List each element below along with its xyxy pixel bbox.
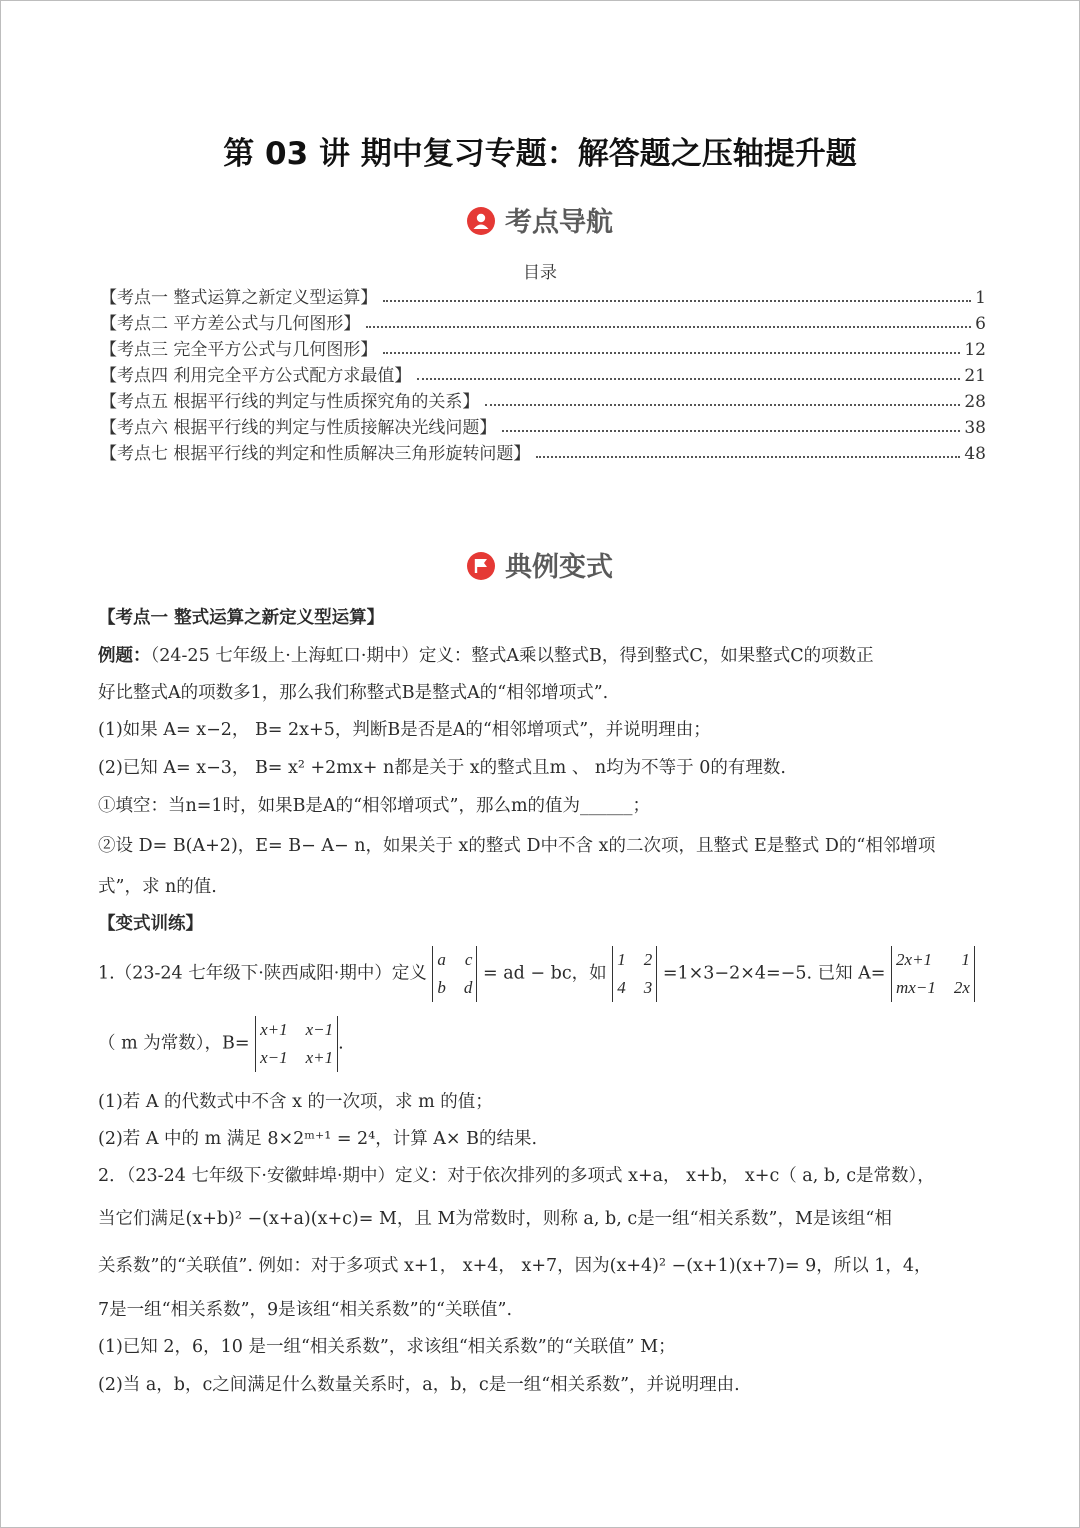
problem2-line4: 7是一组“相关系数”，9是该组“相关系数”的“关联值”. [98, 1300, 513, 1320]
problem2-line3: 关系数”的“关联值”. 例如：对于多项式 x+1， x+4， x+7，因为(x+4)² −(x+1)(x+7)= 9，所以 1，4， [98, 1256, 932, 1276]
table-of-contents [100, 282, 986, 464]
toc-item[interactable]: 【考点七 根据平行线的判定和性质解决三角形旋转问题】 48 [100, 444, 986, 464]
determinant-example: 1 2 4 3 [612, 946, 657, 1002]
toc-item[interactable]: 【考点五 根据平行线的判定与性质探究角的关系】 28 [100, 392, 986, 412]
example-q1: (1)如果 A= x−2， B= 2x+5，判断B是否是A的“相邻增项式”，并说明理由； [98, 720, 711, 740]
page-title: 第 03 讲 期中复习专题：解答题之压轴提升题 [223, 136, 857, 172]
problem2-line1: 2．（23-24 七年级下·安徽蚌埠·期中）定义：对于依次排列的多项式 x+a， x+b， x+c（ a, b, c是常数）， [98, 1166, 935, 1186]
determinant-def: a c b d [432, 946, 477, 1002]
problem1-line1: 1.（23-24 七年级下·陕西咸阳·期中）定义 a c b d = ad − bc，如 1 2 4 3 =1×3−2×4=−5. 已知 A= 2x+1 1 mx−1 2x [98, 946, 975, 1002]
variant-heading: 【变式训练】 [98, 914, 203, 934]
flag-icon [467, 552, 495, 580]
determinant-a: 2x+1 1 mx−1 2x [891, 946, 975, 1002]
nav-heading [0, 200, 1080, 239]
toc-item[interactable]: 【考点四 利用完全平方公式配方求最值】 21 [100, 366, 986, 386]
problem1-q1: (1)若 A 的代数式中不含 x 的一次项，求 m 的值； [98, 1092, 493, 1112]
examples-heading-text: 典例变式 [505, 552, 613, 583]
determinant-b: x+1 x−1 x−1 x+1 [255, 1016, 338, 1072]
example-line-2: 好比整式A的项数多1，那么我们称整式B是整式A的“相邻增项式”. [98, 683, 609, 703]
toc-item[interactable]: 【考点一 整式运算之新定义型运算】 1 [100, 288, 986, 308]
toc-item[interactable]: 【考点二 平方差公式与几何图形】 6 [100, 314, 986, 334]
toc-item[interactable]: 【考点三 完全平方公式与几何图形】 12 [100, 340, 986, 360]
problem1-line2: （ m 为常数），B= x+1 x−1 x−1 x+1 . [98, 1016, 344, 1072]
problem2-q1: (1)已知 2，6，10 是一组“相关系数”，求该组“相关系数”的“关联值” M； [98, 1337, 676, 1357]
example-q2b-line1: ②设 D= B(A+2)，E= B− A− n，如果关于 x的整式 D中不含 x的二次项，且整式 E是整式 D的“相邻增项 [98, 836, 936, 856]
toc-label: 目录 [523, 263, 557, 283]
topic1-heading: 【考点一 整式运算之新定义型运算】 [98, 608, 385, 628]
problem2-q2: (2)当 a，b，c之间满足什么数量关系时，a，b，c是一组“相关系数”，并说明理由. [98, 1375, 740, 1395]
examples-heading [0, 545, 1080, 584]
user-icon [467, 207, 495, 235]
toc-item[interactable]: 【考点六 根据平行线的判定与性质接解决光线问题】 38 [100, 418, 986, 438]
example-line-1: 例题：（24-25 七年级上·上海虹口·期中）定义：整式A乘以整式B，得到整式C，如果整式C的项数正 [98, 646, 874, 666]
example-q2b-line2: 式”，求 n的值. [98, 877, 217, 897]
example-q2a: ①填空：当n=1时，如果B是A的“相邻增项式”，那么m的值为______； [98, 796, 651, 816]
nav-heading-text: 考点导航 [505, 207, 613, 238]
example-q2: (2)已知 A= x−3， B= x² +2mx+ n都是关于 x的整式且m 、 n均为不等于 0的有理数. [98, 758, 786, 778]
problem1-q2: (2)若 A 中的 m 满足 8×2ᵐ⁺¹ = 2⁴，计算 A× B的结果. [98, 1129, 538, 1149]
problem2-line2: 当它们满足(x+b)² −(x+a)(x+c)= M，且 M为常数时，则称 a, b, c是一组“相关系数”，M是该组“相 [98, 1209, 892, 1229]
